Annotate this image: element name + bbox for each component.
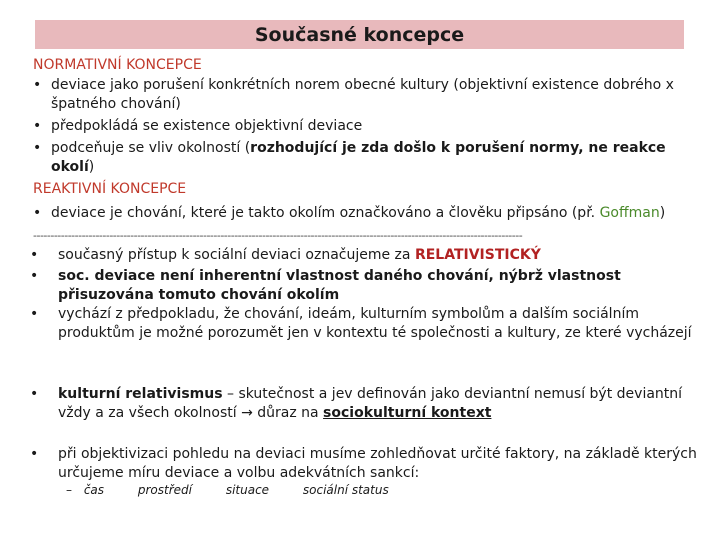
factor-item: situace: [225, 483, 270, 497]
bullet-icon: •: [33, 140, 42, 156]
title-banner: [35, 20, 684, 49]
relativistic-term: RELATIVISTICKÝ: [414, 247, 541, 263]
page-title: Současné koncepce: [254, 23, 465, 46]
bullet-icon: •: [30, 386, 39, 402]
bullet-icon: •: [33, 77, 42, 93]
bullet-icon: •: [30, 268, 39, 284]
point-inherent: • soc. deviace není inherentní vlastnost daného chování, nýbrž vlastnost přisuzována tomuto chování okolím: [30, 268, 621, 303]
reactive-bullet-1: • deviace je chování, které je takto okolím označkováno a člověku připsáno (př. Goffman): [33, 205, 666, 221]
normative-bullet-1: • deviace jako porušení konkrétních norem obecné kultury (objektivní existence dobrého x špatného chování): [33, 77, 674, 112]
sociocultural-context: sociokulturní kontext: [323, 405, 492, 421]
point-cultural-relativism: • kulturní relativismus – skutečnost a jev definován jako deviantní nemusí být deviantní vždy a za všech okolností → důraz na sociokulturní kontext: [30, 386, 683, 421]
normative-bullet-3: • podceňuje se vliv okolností (rozhodující je zda došlo k porušení normy, ne reakce okolí): [33, 140, 666, 175]
normative-bullet-2: • předpokládá se existence objektivní deviace: [33, 118, 363, 134]
point-context: • vychází z předpokladu, že chování, ideám, kulturním symbolům a dalším sociálním produktům je možné porozumět jen v kontextu té společnosti a kultury, ze které vycházejí: [30, 306, 692, 341]
bullet-icon: •: [33, 118, 42, 134]
bullet-icon: •: [33, 205, 42, 221]
point-relativistic: • současný přístup k sociální deviaci označujeme za RELATIVISTICKÝ: [30, 247, 541, 263]
reactive-heading: REAKTIVNÍ KONCEPCE: [33, 181, 187, 197]
point-objectivization: • při objektivizaci pohledu na deviaci musíme zohledňovat určité faktory, na základě kterých určujeme míru deviace a volbu adekvátních sankcí:: [30, 446, 697, 481]
factors-list: [66, 483, 419, 497]
factor-item: sociální status: [302, 483, 389, 497]
bullet-icon: •: [30, 306, 39, 322]
factor-item: prostředí: [137, 483, 192, 497]
factors-dash: –: [66, 483, 72, 497]
goffman-name: Goffman: [599, 205, 660, 221]
divider-line: ---------------------------------------------------------------------------------------------------------------------------------------------: [33, 229, 523, 242]
bullet-icon: •: [30, 446, 39, 462]
factor-item: čas: [83, 483, 105, 497]
normative-heading: NORMATIVNÍ KONCEPCE: [33, 57, 202, 73]
bullet-icon: •: [30, 247, 39, 263]
